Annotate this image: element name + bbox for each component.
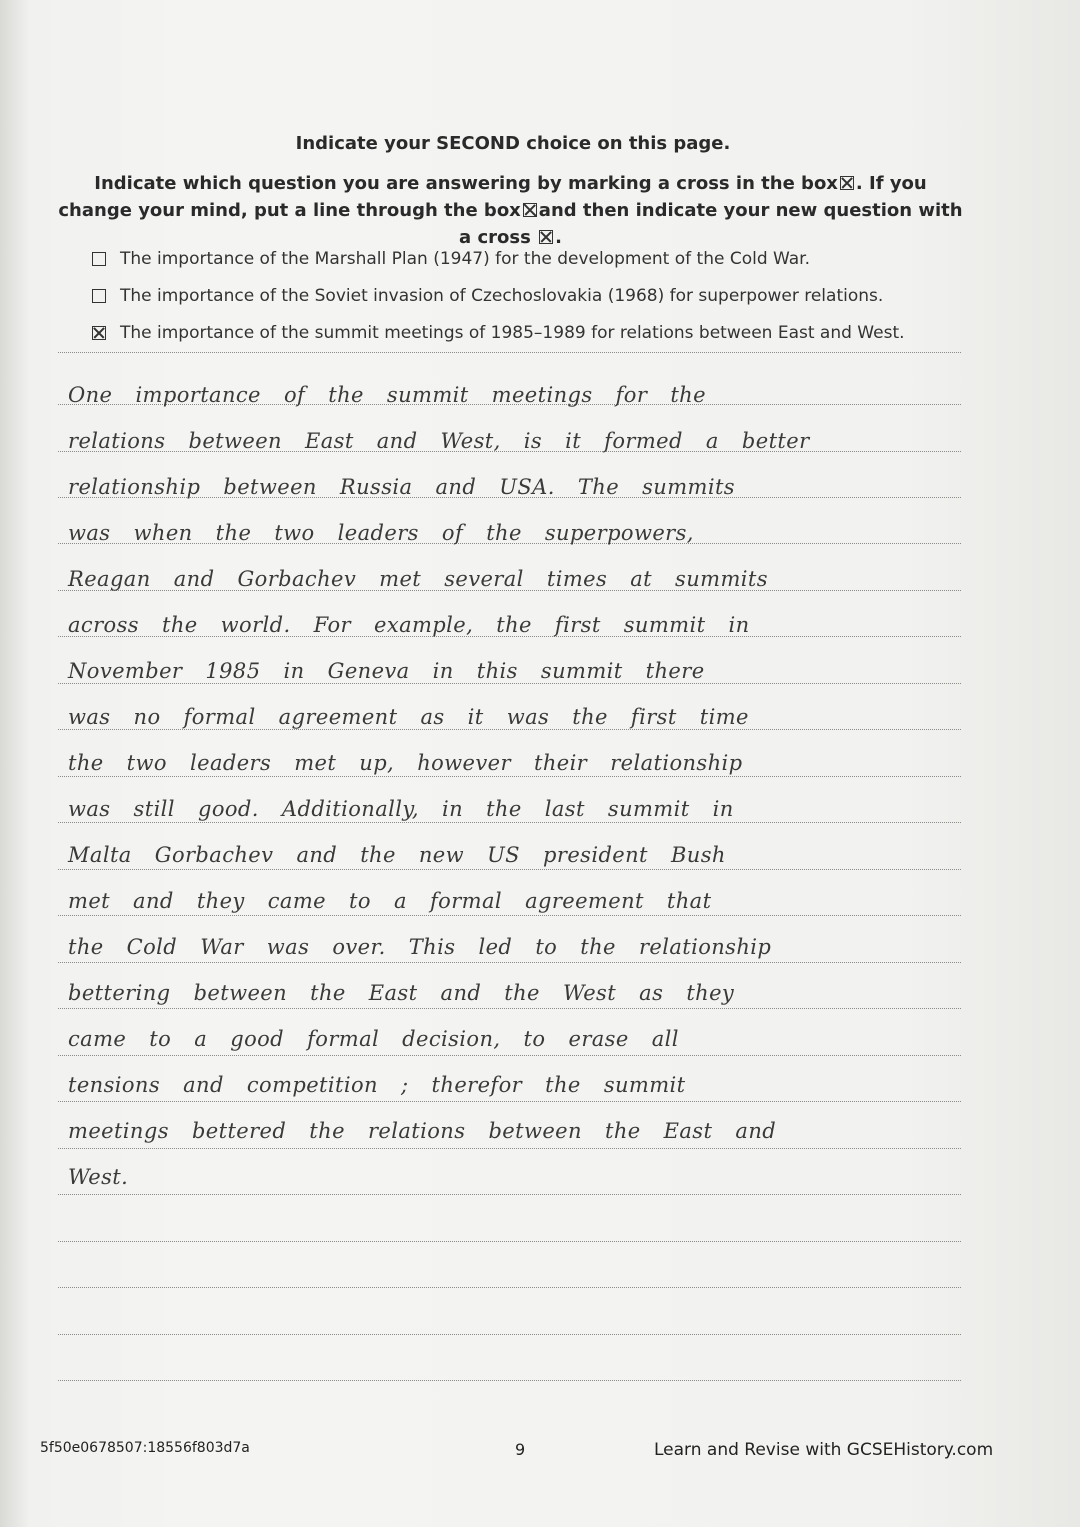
rule-line xyxy=(58,1287,961,1288)
rule-line xyxy=(58,1241,961,1242)
option-label: The importance of the Soviet invasion of Czechoslovakia (1968) for superpower relations. xyxy=(120,285,884,306)
handwritten-answer xyxy=(68,372,963,1200)
answer-line: came to a good formal decision, to erase all xyxy=(68,1027,679,1051)
answer-line: relations between East and West, is it formed a better xyxy=(68,429,810,453)
rule-line xyxy=(58,1334,961,1335)
instructions-part-3: and then indicate your new question with a cross xyxy=(459,200,963,248)
instructions-part-4: . xyxy=(555,227,562,248)
answer-line: the Cold War was over. This led to the relationship xyxy=(68,935,772,959)
option-label: The importance of the Marshall Plan (1947) for the development of the Cold War. xyxy=(120,248,811,269)
answer-line: One importance of the summit meetings for the xyxy=(68,383,706,407)
answer-line: November 1985 in Geneva in this summit there xyxy=(68,659,705,683)
answer-line: tensions and competition ; therefor the summit xyxy=(68,1073,686,1097)
answer-line: was still good. Additionally, in the last summit in xyxy=(68,797,734,821)
brand-footer: Learn and Revise with GCSEHistory.com xyxy=(654,1440,994,1460)
page-heading: Indicate your SECOND choice on this page. xyxy=(295,133,731,154)
option-label: The importance of the summit meetings of 1985–1989 for relations between East and West. xyxy=(120,322,905,343)
page-number: 9 xyxy=(515,1440,526,1459)
answer-line: met and they came to a formal agreement that xyxy=(68,889,712,913)
answer-line: West. xyxy=(68,1165,129,1189)
answer-line: bettering between the East and the West as they xyxy=(68,981,735,1005)
instructions-part-1: Indicate which question you are answering by marking a cross in the box xyxy=(94,173,838,194)
document-code: 5f50e0678507:18556f803d7a xyxy=(40,1440,250,1456)
instructions-part-2: . If you change your mind, put a line through the box xyxy=(58,173,927,221)
answer-line: meetings bettered the relations between the East and xyxy=(68,1119,777,1143)
answer-line: Reagan and Gorbachev met several times at summits xyxy=(68,567,768,591)
answer-line: Malta Gorbachev and the new US president Bush xyxy=(68,843,726,867)
answer-line: across the world. For example, the first summit in xyxy=(68,613,750,637)
answer-line: was no formal agreement as it was the first time xyxy=(68,705,749,729)
answer-line: relationship between Russia and USA. The summits xyxy=(68,475,735,499)
rule-line xyxy=(58,1380,961,1381)
answer-line: was when the two leaders of the superpowers, xyxy=(68,521,694,545)
answer-line: the two leaders met up, however their relationship xyxy=(68,751,743,775)
